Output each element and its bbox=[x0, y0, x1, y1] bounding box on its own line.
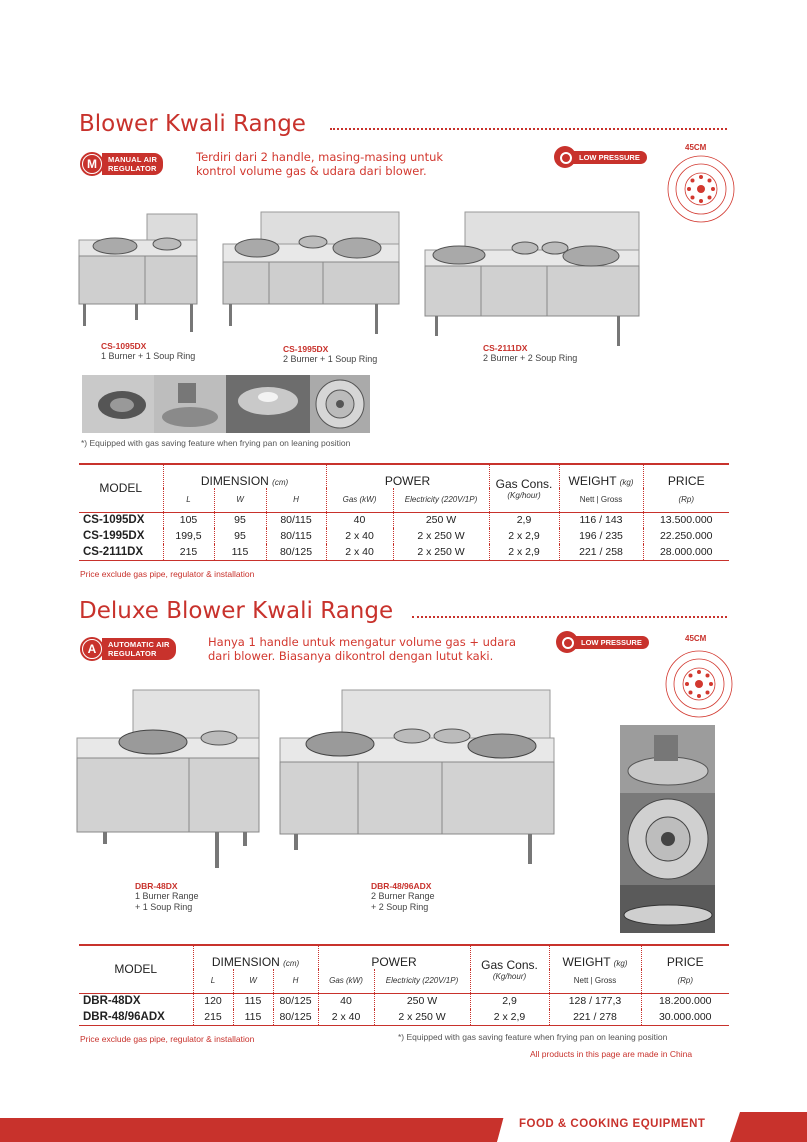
badge-a-icon: A bbox=[80, 637, 104, 661]
table-header-dimension: DIMENSION (cm) bbox=[163, 464, 326, 488]
badge-label-line1: AUTOMATIC AIR bbox=[108, 640, 170, 649]
detail-photo-2 bbox=[154, 375, 226, 433]
flame-icon bbox=[556, 631, 578, 653]
detail-photo-7 bbox=[620, 885, 715, 933]
detail-photo-column bbox=[620, 725, 715, 933]
table-header-power: POWER bbox=[326, 464, 489, 488]
section1-title: Blower Kwali Range bbox=[79, 111, 306, 137]
table-header-weight: WEIGHT (kg) bbox=[549, 945, 641, 969]
table-header-dimension: DIMENSION (cm) bbox=[193, 945, 318, 969]
cs-2111dx-image bbox=[421, 210, 643, 350]
price-note: Price exclude gas pipe, regulator & installation bbox=[80, 1034, 255, 1044]
title-divider bbox=[330, 128, 727, 130]
product-caption-cs-1995dx: CS-1995DX 2 Burner + 1 Soup Ring bbox=[283, 344, 378, 364]
product-caption-cs-1095dx: CS-1095DX 1 Burner + 1 Soup Ring bbox=[101, 341, 196, 361]
product-caption-dbr-48-96adx: DBR-48/96ADX 2 Burner Range + 2 Soup Ring bbox=[371, 881, 435, 912]
footer-label: FOOD & COOKING EQUIPMENT bbox=[519, 1118, 706, 1130]
detail-photo-4 bbox=[310, 375, 370, 433]
product-caption-dbr-48dx: DBR-48DX 1 Burner Range + 1 Soup Ring bbox=[135, 881, 199, 912]
section1-description: Terdiri dari 2 handle, masing-masing untuk kontrol volume gas & udara dari blower. bbox=[196, 150, 444, 178]
detail-photo-strip bbox=[82, 375, 370, 433]
table-row: CS-1995DX 199,5 95 80/115 2 x 40 2 x 250 W 2 x 2,9 196 / 235 22.250.000 bbox=[79, 528, 729, 544]
badge-m-icon: M bbox=[80, 152, 104, 176]
table-row: CS-2111DX 215 115 80/125 2 x 40 2 x 250 W 2 x 2,9 221 / 258 28.000.000 bbox=[79, 544, 729, 560]
detail-photo-1 bbox=[82, 375, 154, 433]
dbr-48-96adx-image bbox=[276, 688, 558, 868]
badge-label-line2: REGULATOR bbox=[108, 164, 157, 173]
section2-description: Hanya 1 handle untuk mengatur volume gas + udara dari blower. Biasanya dikontrol dengan lutut kaki. bbox=[208, 635, 517, 663]
burner-diagram-icon bbox=[663, 648, 735, 720]
detail-photo-3 bbox=[226, 375, 310, 433]
made-in-china-note: All products in this page are made in China bbox=[530, 1049, 693, 1059]
burner-size-label: 45CM bbox=[685, 634, 707, 643]
detail-photo-5 bbox=[620, 725, 715, 793]
dbr-48dx-image bbox=[73, 688, 263, 873]
low-pressure-badge: LOW PRESSURE bbox=[556, 631, 649, 653]
table-header-price: PRICE bbox=[643, 464, 729, 488]
table-row: DBR-48DX 120 115 80/125 40 250 W 2,9 128 / 177,3 18.200.000 bbox=[79, 993, 729, 1009]
table-header-model: MODEL bbox=[99, 481, 143, 496]
manual-air-regulator-badge bbox=[80, 152, 163, 176]
price-note: Price exclude gas pipe, regulator & installation bbox=[80, 569, 255, 579]
detail-photo-6 bbox=[620, 793, 715, 885]
table-header-gas: Gas Cons. (Kg/hour) bbox=[489, 464, 559, 512]
burner-size-label: 45CM bbox=[685, 143, 707, 152]
automatic-air-regulator-badge bbox=[80, 637, 176, 661]
product-caption-cs-2111dx: CS-2111DX 2 Burner + 2 Soup Ring bbox=[483, 343, 578, 363]
table-header-price: PRICE bbox=[641, 945, 729, 969]
table-row: CS-1095DX 105 95 80/115 40 250 W 2,9 116 / 143 13.500.000 bbox=[79, 512, 729, 528]
badge-label-line2: REGULATOR bbox=[108, 649, 157, 658]
table-header-weight: WEIGHT (kg) bbox=[559, 464, 643, 488]
spec-table-blower: MODEL DIMENSION (cm) POWER Gas Cons. (Kg/hour) WEIGHT (kg) PRICE L W H Gas (kW) Electricity (220V/1P) Nett | Gross (Rp) CS-1095DX 105 95 80/115 40 250 W 2,9 116 / 143 13.500.000 CS-1995DX 199,5 95 80/115 2 x 40 2 x 250 W 2 x 2,9 196 / 235 22.250.000 CS-2111DX 215 115 80/125 2 x 40 2 x 250 W 2 x 2,9 221 / 258 28.000.000 bbox=[79, 463, 729, 561]
cs-1095dx-image bbox=[75, 210, 205, 335]
badge-label-line1: MANUAL AIR bbox=[108, 155, 158, 164]
cs-1995dx-image bbox=[219, 210, 401, 338]
spec-table-deluxe: MODEL DIMENSION (cm) POWER Gas Cons. (Kg/hour) WEIGHT (kg) PRICE L W H Gas (kW) Electricity (220V/1P) Nett | Gross (Rp) DBR-48DX 120 115 80/125 40 250 W 2,9 128 / 177,3 18.200.000 DBR-48/96ADX 215 115 80/125 2 x 40 2 x 250 W 2 x 2,9 221 / 278 30.000.000 bbox=[79, 944, 729, 1026]
title-divider bbox=[412, 616, 727, 618]
table-header-model: MODEL bbox=[114, 962, 158, 977]
burner-diagram-icon bbox=[665, 153, 737, 225]
table-header-power: POWER bbox=[318, 945, 470, 969]
table-header-gas: Gas Cons. (Kg/hour) bbox=[470, 945, 549, 993]
table-row: DBR-48/96ADX 215 115 80/125 2 x 40 2 x 250 W 2 x 2,9 221 / 278 30.000.000 bbox=[79, 1009, 729, 1025]
flame-icon bbox=[554, 146, 576, 168]
gas-saving-note: *) Equipped with gas saving feature when frying pan on leaning position bbox=[398, 1032, 668, 1042]
gas-saving-note: *) Equipped with gas saving feature when frying pan on leaning position bbox=[81, 438, 351, 448]
low-pressure-badge: LOW PRESSURE bbox=[554, 146, 647, 168]
section2-title: Deluxe Blower Kwali Range bbox=[79, 598, 394, 624]
